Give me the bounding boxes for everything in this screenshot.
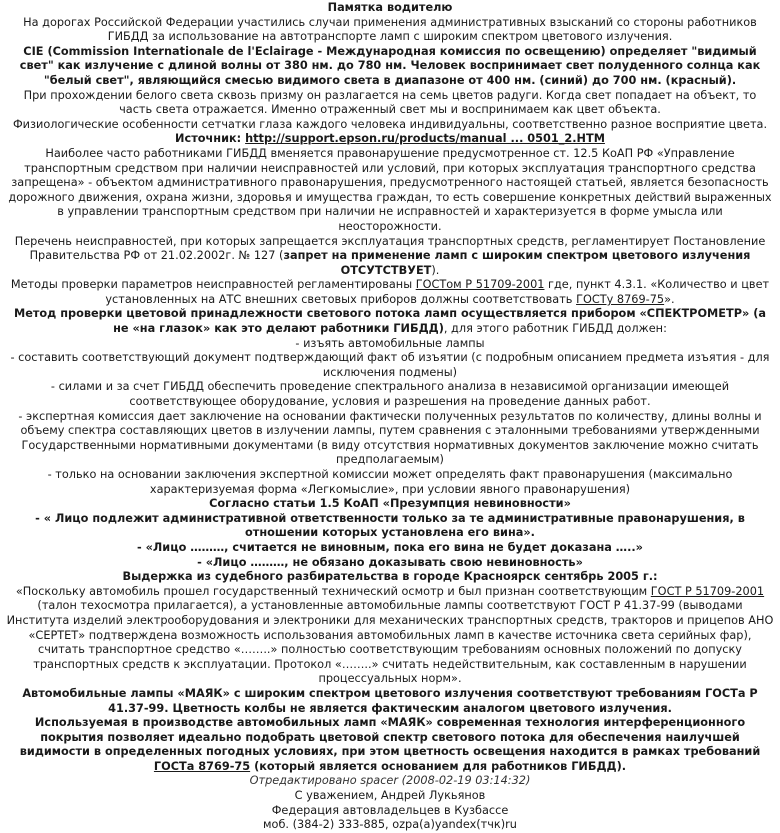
list-item: - экспертная комиссия дает заключение на основании фактически полученных результатов по количеству, длины волны и объему спектра составляющих цветов в излучении лампы, путем сравнения с эталонными требованиями утвержденными Государственными нормативными документами (в виду отсутствия нормативных документов заключение можно считать предполагаемым) xyxy=(18,409,762,467)
technology-gost-link[interactable]: ГОСТа 8769-75 xyxy=(153,759,251,773)
intro-paragraph: На дорогах Российской Федерации участились случаи применения административных взысканий со стороны работников ГИБДД за использование на автотранспорте ламп с широким спектром цветового излучения. xyxy=(23,15,757,44)
presumption-heading: Согласно статьи 1.5 КоАП «Презумпция невиновности» xyxy=(209,497,571,511)
methods-text-b: где, пункт 4.3.1. «Количество и цвет установленных на АТС внешних световых приборов должны соответствовать xyxy=(105,278,770,306)
source-label: Источник: xyxy=(175,132,246,146)
presumption-item: - « Лицо подлежит административной ответственности только за те административные правонарушения, в отношении которых установлена его вина». xyxy=(35,511,745,540)
methods-paragraph xyxy=(6,278,774,307)
spectrometer-paragraph xyxy=(6,307,774,336)
court-heading: Выдержка из судебного разбирательства в городе Красноярск сентябрь 2005 г.: xyxy=(122,570,658,584)
physiology-paragraph: Физиологические особенности сетчатки глаза каждого человека индивидуальны, соответственно разное восприятие цвета. xyxy=(12,117,768,131)
court-gost-link[interactable]: ГОСТ Р 51709-2001 xyxy=(650,584,765,598)
regulation-end: ). xyxy=(431,263,440,277)
technology-text-b: (который является основанием для работников ГИБДД). xyxy=(250,759,627,773)
court-text-b: (талон техосмотра прилагается), а установленные автомобильные лампы соответствуют ГОСТ Р 41.37-99 (выводами Института изделий электрооборудования и электроники для механических транспортных средств, тракторов и прицепов АНО «СЕРТЕТ» подтверждена возможность использования автомобильных ламп в качестве источника света серийных фар), считать транспортное средство «……..» полностью соответствующим требованиям основных положений по допуску транспортных средств к эксплуатации. Протокол «……..» считать недействительным, как составленным в нарушении процессуальных норм». xyxy=(6,599,774,686)
gost-51709-link[interactable]: ГОСТом Р 51709-2001 xyxy=(415,278,545,292)
regulation-text: Перечень неисправностей, при которых запрещается эксплуатация транспортных средств, регламентирует Постановление Правительства РФ от 21.02.2002г. № 127 ( xyxy=(14,234,766,263)
signature-line: С уважением, Андрей Лукьянов xyxy=(294,789,486,803)
list-item: - силами и за счет ГИБДД обеспечить проведение спектрального анализа в независимой организации имеющей соответствующее оборудование, условия и разрешения на проведение данных работ. xyxy=(50,380,730,409)
mayak-paragraph: Автомобильные лампы «МАЯК» с широким спектром цветового излучения соответствуют требованиям ГОСТа Р 41.37-99. Цветность колбы не является фактическим аналогом цветового излучения. xyxy=(22,686,758,715)
edited-note: Отредактировано spacer (2008-02-19 03:14:32) xyxy=(249,774,531,788)
methods-text-c: ». xyxy=(664,292,675,306)
spectrometer-end: , для этого работник ГИБДД должен: xyxy=(443,322,667,336)
court-text-a: «Поскольку автомобиль прошел государственный технический осмотр и был признан соответствующим xyxy=(15,584,651,598)
list-item: - только на основании заключения экспертной комиссии может определять факт правонарушения (максимально характеризуемая форма «Легкомыслие», при условии явного правонарушения) xyxy=(47,468,733,496)
signature-line: моб. (384-2) 333-885, ozpa(a)yandex(тчк)ru xyxy=(263,818,517,832)
spectrometer-bold: Метод проверки цветовой принадлежности светового потока ламп осуществляется прибором «СПЕКТРОМЕТР» (а не «на глазок» как это делают работники ГИБДД) xyxy=(13,307,767,336)
presumption-item: - «Лицо ………, считается не виновным, пока его вина не будет доказана …..» xyxy=(137,540,643,554)
list-item: - изъять автомобильные лампы xyxy=(295,336,485,350)
court-quote xyxy=(6,585,774,687)
offense-paragraph: Наиболее часто работниками ГИБДД вменяется правонарушение предусмотренное ст. 12.5 КоАП РФ «Управление транспортным средством при наличии неисправностей или условий, при которых эксплуатация транспортного средства запрещена» - объектом административного правонарушения, предусмотренного настоящей статьей, является безопасность дорожного движения, охрана жизни, здоровья и имущества граждан, то есть совершение конкретных действий выраженных в управлении транспортным средством при наличии не исправностей и характеризуется в форме умысла или неосторожности. xyxy=(8,146,772,233)
list-item: - составить соответствующий документ подтверждающий факт об изъятии (с подробным описанием предмета изъятия - для исключения подмены) xyxy=(10,351,770,379)
technology-paragraph xyxy=(6,716,774,774)
presumption-item: - «Лицо ………, не обязано доказывать свою невиновность» xyxy=(197,555,583,569)
signature-line: Федерация автовладельцев в Кузбассе xyxy=(271,803,509,817)
post-title: Памятка водителю xyxy=(327,1,453,14)
forum-post xyxy=(6,0,774,833)
regulation-bold: запрет на применение ламп с широким спектром цветового излучения ОТСУТСТВУЕТ xyxy=(283,249,751,277)
prism-paragraph: При прохождении белого света сквозь призму он разлагается на семь цветов радуги. Когда свет попадает на объект, то часть света отражается. Именно отраженный свет мы и воспринимаем как цвет объекта. xyxy=(23,88,757,117)
source-line xyxy=(6,132,774,147)
regulation-paragraph xyxy=(6,235,774,279)
gost-8769-link[interactable]: ГОСТу 8769-75 xyxy=(576,292,665,306)
technology-text-a: Используемая в производстве автомобильных ламп «МАЯК» современная технология интерференционного покрытия позволяет идеально подобрать цветовой спектр светового потока для обеспечения наилучшей видимости в определенных погодных условиях, при этом цветность освещения находится в рамках требований xyxy=(19,716,761,759)
cie-paragraph: CIE (Commission Internationale de l'Eclairage - Международная комиссия по освещению) определяет "видимый свет" как излучение с длиной волны от 380 нм. до 780 нм. Человек воспринимает свет полуденного солнца как "белый свет", являющийся смесью видимого света в диапазоне от 400 нм. (синий) до 700 нм. (красный). xyxy=(19,44,761,87)
source-link[interactable]: http://support.epson.ru/products/manual ... 0501_2.HTM xyxy=(245,132,605,146)
methods-text-a: Методы проверки параметров неисправностей регламентированы xyxy=(10,278,416,292)
